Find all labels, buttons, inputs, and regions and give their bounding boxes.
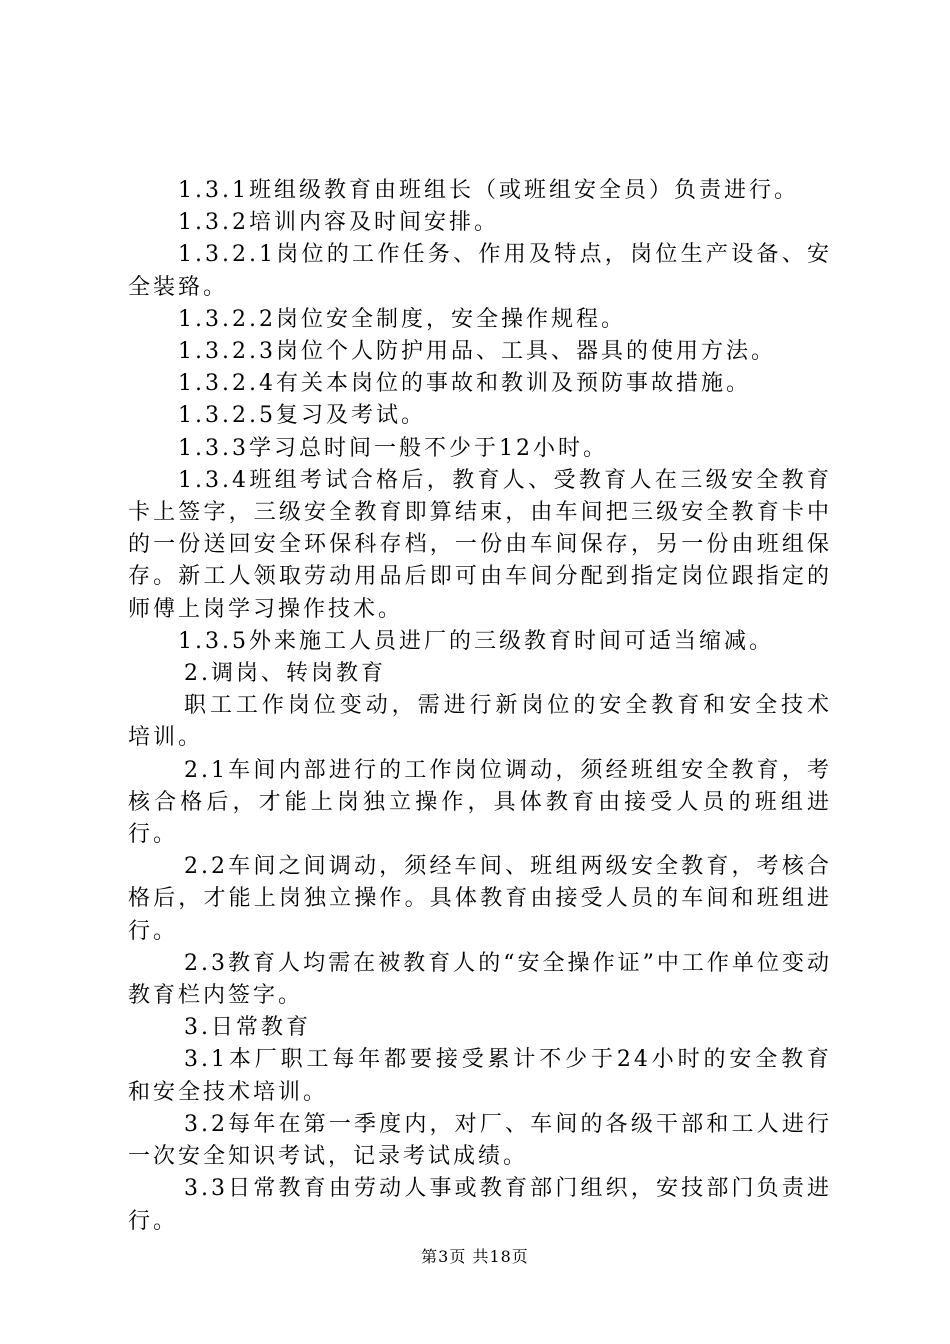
heading-transfer-education: 2.调岗、转岗教育: [184, 661, 386, 687]
paragraph-3-2: 3.2每年在第一季度内，对厂、车间的各级干部和工人进行一次安全知识考试，记录考试成绩。: [128, 1111, 832, 1170]
paragraph-1-3-2-4: 1.3.2.4有关本岗位的事故和教训及预防事故措施。: [178, 371, 751, 397]
paragraph-1-3-5: 1.3.5外来施工人员进厂的三级教育时间可适当缩减。: [178, 628, 774, 654]
paragraph-1-3-2-2: 1.3.2.2岗位安全制度，安全操作规程。: [178, 306, 626, 332]
paragraph-1-3-2: 1.3.2培训内容及时间安排。: [178, 210, 499, 236]
paragraph-3-1: 3.1本厂职工每年都要接受累计不少于24小时的安全教育和安全技术培训。: [128, 1047, 832, 1105]
heading-daily-education: 3.日常教育: [184, 1015, 311, 1041]
paragraph-2-2: 2.2车间之间调动，须经车间、班组两级安全教育，考核合格后，才能上岗独立操作。具体教育由接受人员的车间和班组进行。: [128, 854, 832, 944]
paragraph-1-3-4: 1.3.4班组考试合格后，教育人、受教育人在三级安全教育卡上签字，三级安全教育即算结束，由车间把三级安全教育卡中的一份送回安全环保科存档，一份由车间保存，另一份由班组保存。新工人领取劳动用品后即可由车间分配到指定岗位跟指定的师傅上岗学习操作技术。: [128, 467, 832, 622]
paragraph-transfer-intro: 职工工作岗位变动，需进行新岗位的安全教育和安全技术培训。: [128, 693, 832, 751]
paragraph-1-3-2-3: 1.3.2.3岗位个人防护用品、工具、器具的使用方法。: [178, 339, 776, 365]
paragraph-1-3-2-5: 1.3.2.5复习及考试。: [178, 403, 426, 429]
document-body: [128, 175, 832, 1238]
paragraph-3-3: 3.3日常教育由劳动人事或教育部门组织，安技部门负责进行。: [128, 1176, 832, 1234]
paragraph-1-3-3: 1.3.3学习总时间一般不少于12小时。: [178, 435, 608, 461]
page-number-footer: 第3页 共18页: [421, 1247, 529, 1266]
paragraph-2-3: 2.3教育人均需在被教育人的“安全操作证”中工作单位变动教育栏内签字。: [128, 950, 832, 1009]
paragraph-1-3-1: 1.3.1班组级教育由班组长（或班组安全员）负责进行。: [178, 178, 799, 203]
paragraph-1-3-2-1: 1.3.2.1岗位的工作任务、作用及特点，岗位生产设备、安全装臵。: [128, 242, 832, 300]
paragraph-2-1: 2.1车间内部进行的工作岗位调动，须经班组安全教育，考核合格后，才能上岗独立操作，具体教育由接受人员的班组进行。: [128, 757, 832, 848]
